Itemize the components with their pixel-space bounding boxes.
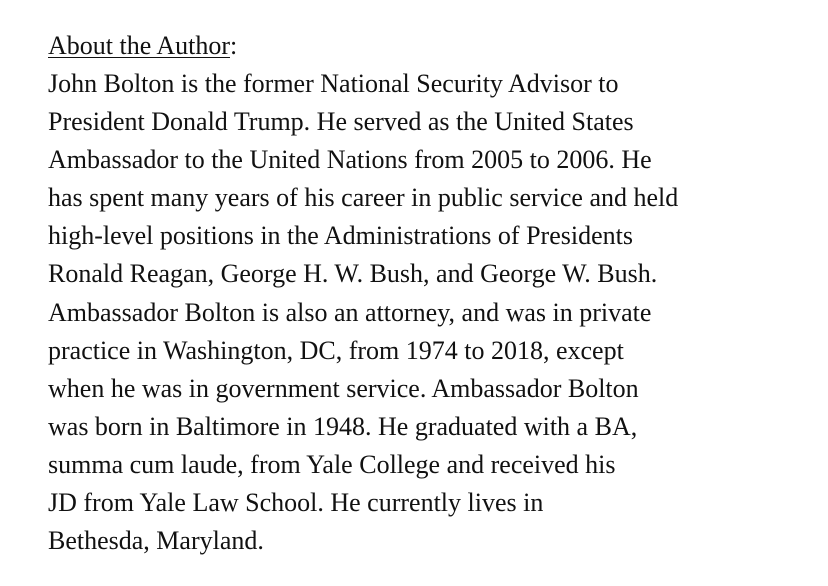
about-the-author-document bbox=[48, 27, 818, 560]
bio-line: John Bolton is the former National Security Advisor to bbox=[48, 69, 619, 98]
bio-line: Ambassador Bolton is also an attorney, and was in private bbox=[48, 297, 652, 327]
bio-line: JD from Yale Law School. He currently lives in bbox=[48, 488, 544, 518]
bio-line: was born in Baltimore in 1948. He graduated with a BA, bbox=[48, 411, 638, 441]
bio-line: when he was in government service. Ambassador Bolton bbox=[48, 373, 639, 403]
author-bio-paragraph bbox=[48, 65, 818, 560]
bio-line: practice in Washington, DC, from 1974 to 2018, except bbox=[48, 335, 624, 365]
bio-line: President Donald Trump. He served as the United States bbox=[48, 107, 634, 137]
bio-line: has spent many years of his career in public service and held bbox=[48, 183, 679, 213]
bio-line: Bethesda, Maryland. bbox=[48, 526, 264, 556]
bio-line: Ambassador to the United Nations from 2005 to 2006. He bbox=[48, 145, 652, 175]
bio-line: Ronald Reagan, George H. W. Bush, and George W. Bush. bbox=[48, 259, 658, 289]
section-heading bbox=[48, 27, 818, 65]
heading-colon: : bbox=[230, 31, 238, 60]
bio-line: summa cum laude, from Yale College and received his bbox=[48, 449, 616, 479]
heading-title: About the Author bbox=[48, 31, 230, 60]
bio-line: high-level positions in the Administrations of Presidents bbox=[48, 221, 633, 251]
